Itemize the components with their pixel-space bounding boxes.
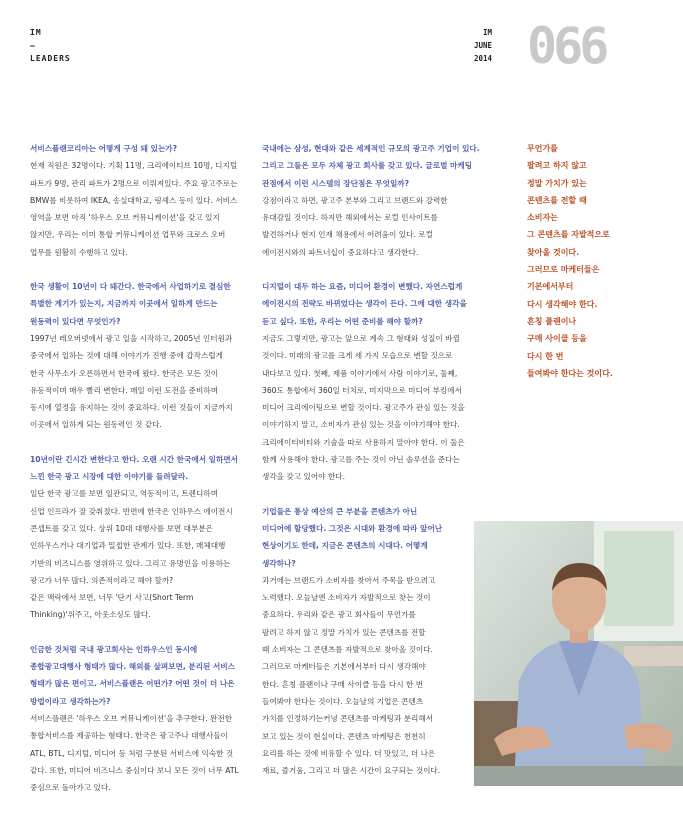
answer-line: 때 소비자는 그 콘텐츠를 자발적으로 찾아올 것이다. — [262, 645, 433, 655]
answer-line: 이야기하지 말고, 소비자가 관심 있는 것을 이야기해야 한다. — [262, 420, 460, 430]
answer-line: 유대감일 것이다. 하지만 해외에서는 로컬 인사이트를 — [262, 213, 438, 223]
pull-quote-line: 들여봐야 한다는 것이다. — [527, 368, 613, 378]
question-line: 특별한 계기가 있는지, 지금까지 이곳에서 일하게 만드는 — [30, 299, 218, 309]
pull-quote-line: 팔려고 하지 않고 — [527, 161, 587, 171]
pull-quote — [527, 140, 667, 382]
pull-quote-line: 콘텐츠를 전할 때 — [527, 195, 587, 205]
answer-line: ATL, BTL, 디지털, 미디어 등 처럼 구분된 서비스에 익숙한 것 — [30, 748, 234, 758]
answer-line: 같은 맥락에서 보면, 너무 '단기 사고(Short Term — [30, 593, 194, 603]
interview-question — [262, 140, 488, 192]
interview-question — [262, 278, 488, 330]
answer-line: 중요하다. 우리와 같은 광고 회사들이 무언가를 — [262, 610, 416, 620]
pull-quote-line: 다시 한 번 — [527, 351, 564, 361]
interview-answer — [30, 157, 258, 261]
answer-line: 한다. 흔칭 플랜이나 구매 사이클 등을 다시 한 번 — [262, 679, 424, 689]
answer-line: 팔려고 하지 않고 정말 가치가 있는 콘텐츠를 전할 — [262, 627, 426, 637]
answer-line: 기반의 비즈니스를 영위하고 있다. 그리고 유명인을 이용하는 — [30, 558, 231, 568]
question-line: 느낀 한국 광고 시장에 대한 이야기를 들려달라. — [30, 472, 189, 482]
answer-line: 노력했다. 오늘날엔 소비자가 자발적으로 찾는 것이 — [262, 593, 431, 603]
answer-line: 생각을 갖고 있어야 한다. — [262, 472, 346, 482]
interview-question — [30, 641, 258, 710]
answer-line: 신업 인프라가 잘 갖춰졌다. 반면에 한국은 인하우스 에이전시 — [30, 506, 233, 516]
section-label-line: LEADERS — [30, 54, 71, 63]
answer-line: BMW를 비롯하여 IKEA, 송실대학교, 링셰스 등이 있다. 서비스 — [30, 195, 238, 205]
question-line: 에이전시의 전략도 바뀌었다는 생각이 든다. 그에 대한 생각을 — [262, 299, 467, 309]
answer-line: 그러므로 마케터들은 기본에서부터 다시 생각해야 — [262, 662, 426, 672]
pull-quote-line: 기본에서부터 — [527, 282, 574, 292]
question-line: 관점에서 이런 시스템의 장단점은 무엇일까? — [262, 178, 410, 188]
pull-quote-line: 흔칭 플랜이나 — [527, 316, 577, 326]
interview-question — [262, 503, 488, 572]
answer-line: 재료, 즐거움, 그리고 더 많은 시간이 요구되는 것이다. — [262, 766, 441, 776]
answer-line: 업무를 원활히 수행하고 있다. — [30, 247, 128, 257]
answer-line: 보고 있는 것이 현실이다. 콘텐츠 마케팅은 천천히 — [262, 731, 426, 741]
answer-line: Thinking)'위주고, 아웃소싱도 많다. — [30, 610, 151, 620]
question-line: 국내에는 삼성, 현대와 같은 세계적인 규모의 광고주 기업이 있다. — [262, 144, 480, 153]
answer-line: 한국 사무소가 오픈하면서 한국에 왔다. 한국은 모든 것이 — [30, 368, 219, 378]
question-line: 원동력이 있다면 무엇인가? — [30, 316, 121, 326]
issue-line: JUNE — [473, 41, 492, 50]
answer-line: 광고가 너무 많다. 의존적이라고 해야 할까? — [30, 575, 174, 585]
question-line: 인금한 것처럼 국내 광고회사는 인하우스인 동시에 — [30, 644, 198, 654]
answer-line: 지금도 그렇지만, 광고는 앞으로 계속 그 형태와 성질이 바뀔 — [262, 333, 460, 343]
answer-line: 파트가 9명, 관리 파트가 2명으로 이뤄져있다. 주요 광고주로는 — [30, 178, 238, 188]
answer-line: 현재 직원은 32명이다. 기획 11명, 크리에이티브 10명, 디지털 — [30, 161, 238, 171]
interview-question — [30, 278, 258, 330]
section-label-line: IM — [30, 28, 42, 37]
question-line: 형태가 많은 편이고. 서비스플랜은 어떤가? 어떤 것이 더 나은 — [30, 679, 235, 689]
answer-line: 크리에이티비티와 기술을 따로 사용하지 말아야 한다. 이 둘은 — [262, 437, 465, 447]
answer-line: 들여봐야 한다는 것이다. 오늘날의 기업은 콘텐츠 — [262, 696, 424, 706]
answer-line: 않지만, 우리는 이미 통합 커뮤니케이션 업무와 크로스 오버 — [30, 230, 226, 240]
pull-quote-line: 그 콘텐츠를 자발적으로 — [527, 230, 610, 240]
pull-quote-line: 찾아올 것이다. — [527, 247, 580, 257]
question-line: 듣고 싶다. 또한, 우리는 어떤 준비를 해야 할까? — [262, 316, 423, 326]
answer-line: 유동적이며 매우 빨리 변한다. 매일 이런 도전을 준비하며 — [30, 385, 219, 395]
question-line: 미디어에 할당했다. 그것은 시대와 환경에 따라 앞어난 — [262, 523, 443, 533]
article-column-1 — [30, 140, 258, 813]
answer-line: 1997년 레오버넷에서 광고 일을 시작하고, 2005년 인터원과 — [30, 333, 233, 343]
question-line: 10년이란 긴시간 변한다고 한다. 오랜 시간 한국에서 일하면서 — [30, 454, 239, 464]
interview-answer — [30, 710, 258, 796]
question-line: 그리고 그들은 모두 자체 광고 회사를 갖고 있다. 글로벌 마케팅 — [262, 161, 473, 171]
pull-quote-line: 다시 생각해야 한다. — [527, 299, 598, 309]
interview-question — [30, 451, 258, 486]
answer-line: 내다보고 있다. 첫째, 제품 이야기에서 사람 이야기로, 둘째, — [262, 368, 458, 378]
answer-line: 동시에 열정을 유지하는 것이 중요하다. 이런 것들이 지금까지 — [30, 403, 233, 413]
answer-line: 콘셉트를 갖고 있다. 상위 10대 대행사를 보면 대부분은 — [30, 523, 214, 533]
answer-line: 인하우스거나 대기업과 밀접한 관계가 있다. 또한, 매체대행 — [30, 541, 226, 551]
pull-quote-line: 구매 사이클 등을 — [527, 334, 587, 344]
interview-question — [30, 140, 258, 157]
answer-line: 같다. 또한, 미디어 비즈니스 중심이다 보니 모든 것이 너무 ATL — [30, 765, 239, 775]
answer-line: 발견하거나 현지 인재 채용에서 어려움이 있다. 로컬 — [262, 230, 433, 240]
question-line: 디지털이 대두 하는 요즘, 미디어 환경이 변했다. 자연스럽게 — [262, 282, 463, 292]
article-column-2 — [262, 140, 488, 796]
issue-info — [452, 26, 492, 65]
magazine-section-label — [30, 26, 71, 65]
question-line: 현상이기도 한데, 지금은 콘텐츠의 시대다. 어떻게 — [262, 541, 428, 551]
interviewee-photo — [474, 521, 683, 786]
question-line: 방법이라고 생각하는가? — [30, 696, 111, 706]
answer-line: 360도 통합에서 360일 터치로, 미지막으로 미디어 부킹에서 — [262, 385, 462, 395]
answer-line: 가치를 인정하기는커녕 콘텐츠를 마케팅과 분리해서 — [262, 714, 434, 724]
question-line: 한국 생활이 10년이 다 돼간다. 한국에서 사업하기로 결심한 — [30, 282, 231, 292]
answer-line: 이곳에서 일하게 되는 원동력인 것 같다. — [30, 420, 162, 430]
photo-illustration — [474, 521, 683, 786]
page-number: 066 — [527, 17, 606, 75]
answer-line: 에이전시와의 파트너십이 중요하다고 생각한다. — [262, 247, 419, 257]
answer-line: 서비스플랜은 '하우스 오브 커뮤니케이션'을 추구한다. 완전한 — [30, 713, 233, 723]
interview-answer — [30, 330, 258, 434]
interview-answer — [262, 572, 488, 780]
interview-answer — [30, 485, 258, 623]
section-label-line: – — [30, 41, 36, 50]
answer-line: 미디어 크리에이팅으로 변할 것이다. 광고주가 관심 있는 것을 — [262, 403, 465, 413]
pull-quote-line: 그러므로 마케터들은 — [527, 265, 600, 275]
answer-line: 요리를 하는 것에 비유할 수 있다. 더 맛있고, 더 나은 — [262, 748, 436, 758]
issue-line: IM — [482, 28, 492, 37]
interview-answer — [262, 192, 488, 261]
pull-quote-line: 소비자는 — [527, 213, 558, 223]
answer-line: 통합서비스를 제공하는 형태다. 한국은 광고주나 대행사들이 — [30, 731, 228, 741]
answer-line: 과거에는 브랜드가 소비자를 찾아서 주목을 받으려고 — [262, 575, 436, 585]
question-line: 생각하나? — [262, 558, 296, 568]
question-line: 기업들은 통상 예산의 큰 부분을 콘텐츠가 아닌 — [262, 506, 418, 516]
question-line: 종합광고대행사 형태가 많다. 해외를 살펴보면, 분리된 서비스 — [30, 662, 236, 672]
answer-line: 강점이라고 하면, 광고주 본부와 그리고 브랜드와 강력한 — [262, 195, 448, 205]
answer-line: 중심으로 돌아가고 있다. — [30, 783, 111, 793]
answer-line: 영역을 보면 아직 '하우스 오브 커뮤니케이션'을 갖고 있지 — [30, 213, 220, 223]
issue-line: 2014 — [473, 54, 492, 63]
pull-quote-line: 정말 가치가 있는 — [527, 178, 587, 188]
answer-line: 것이다. 미래의 광고를 크게 세 가지 모습으로 변할 것으로 — [262, 351, 453, 361]
pull-quote-line: 무언가를 — [527, 144, 558, 153]
answer-line: 함께 사용해야 한다. 광고를 주는 것이 아닌 솔루션을 준다는 — [262, 455, 460, 465]
interview-answer — [262, 330, 488, 486]
answer-line: 중국에서 일하는 것에 대해 이야기가 진행 중에 갑작스럽게 — [30, 351, 223, 361]
question-line: 서비스플랜코리아는 어떻게 구성 돼 있는가? — [30, 144, 178, 153]
answer-line: 일단 한국 광고를 보면 일관되고, 역동적이고, 트렌디하며 — [30, 489, 219, 499]
